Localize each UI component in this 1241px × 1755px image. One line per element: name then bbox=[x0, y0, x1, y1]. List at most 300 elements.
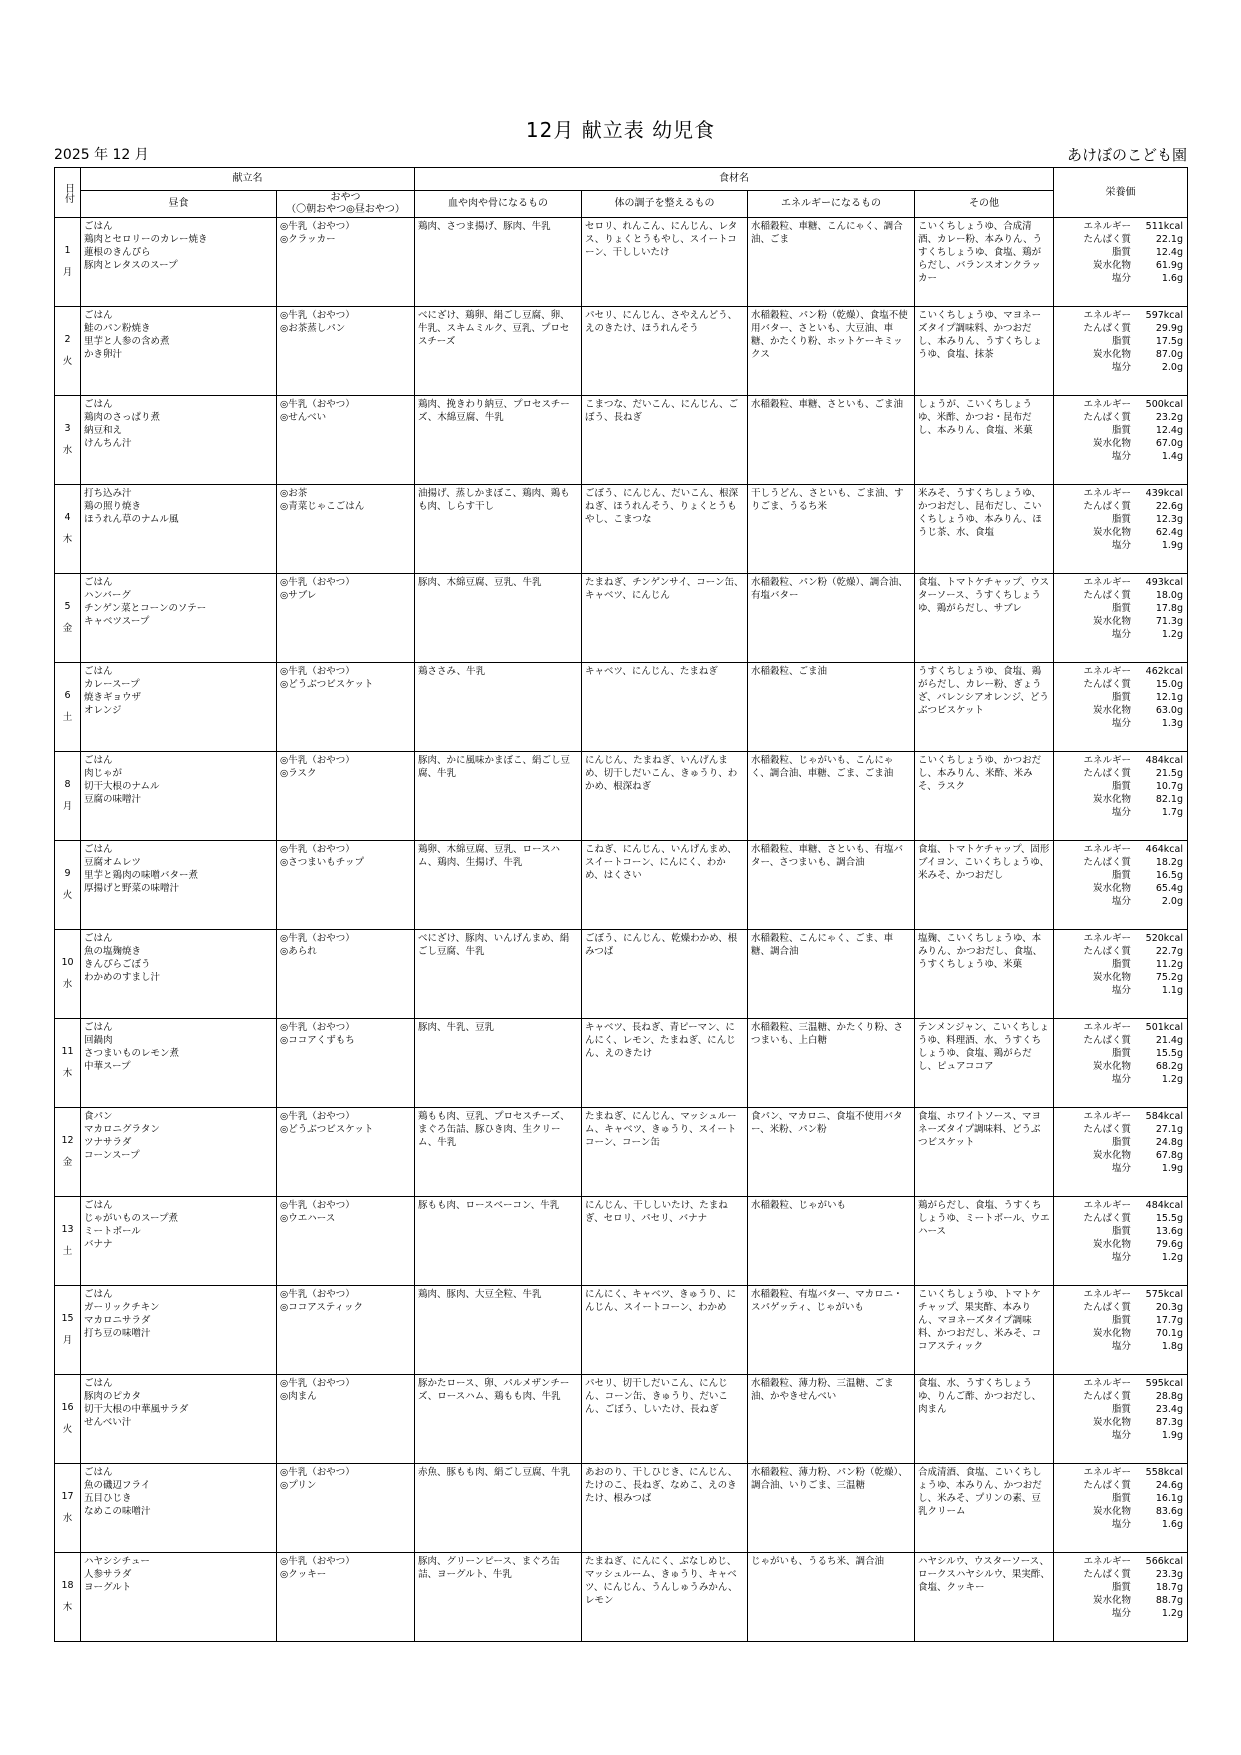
nutrition-label: エネルギー bbox=[1083, 310, 1131, 321]
day-row bbox=[55, 485, 1188, 574]
other-ingredients-cell: 米みそ、うすくちしょうゆ、かつおだし、昆布だし、こいくちしょうゆ、本みりん、ほうじ茶、水、食塩 bbox=[915, 485, 1054, 574]
snack-item: ◎牛乳（おやつ） bbox=[280, 1022, 355, 1033]
date-cell bbox=[55, 574, 81, 663]
other-ingredients-cell: うすくちしょうゆ、食塩、鶏がらだし、カレー粉、ぎょうざ、バレンシアオレンジ、どうぶつビスケット bbox=[915, 663, 1054, 752]
day-of-week: 木 bbox=[62, 534, 73, 545]
menu-body bbox=[55, 218, 1188, 1642]
nutrition-label: 塩分 bbox=[1111, 718, 1131, 729]
nutrition-label: エネルギー bbox=[1083, 666, 1131, 677]
nutrition-row bbox=[1056, 1162, 1183, 1175]
day-of-week: 木 bbox=[62, 1602, 73, 1613]
nutrition-row bbox=[1056, 1505, 1183, 1518]
nutrition-row bbox=[1056, 576, 1183, 589]
day-of-week: 土 bbox=[62, 712, 73, 723]
day-row bbox=[55, 1286, 1188, 1375]
nutrition-value: 18.0g bbox=[1155, 590, 1183, 601]
energy-ingredients-cell: 水稲穀粒、パン粉（乾燥）、調合油、有塩バター bbox=[748, 574, 915, 663]
nutrition-value: 82.1g bbox=[1155, 794, 1183, 805]
date-cell bbox=[55, 1553, 81, 1642]
day-row bbox=[55, 1375, 1188, 1464]
nutrition-row bbox=[1056, 1340, 1183, 1353]
lunch-dish: 納豆和え bbox=[84, 425, 123, 436]
nutrition-row bbox=[1056, 1199, 1183, 1212]
nutrition-value: 68.2g bbox=[1155, 1061, 1183, 1072]
snack-item: ◎どうぶつビスケット bbox=[280, 1124, 374, 1135]
snack-item: ◎あられ bbox=[280, 946, 317, 957]
nutrition-label: エネルギー bbox=[1083, 844, 1131, 855]
nutrition-cell bbox=[1054, 307, 1188, 396]
snack-item: ◎ラスク bbox=[280, 768, 317, 779]
blood-ingredients-cell: 豚肉、牛乳、豆乳 bbox=[415, 1019, 582, 1108]
nutrition-row bbox=[1056, 513, 1183, 526]
nutrition-value: 70.1g bbox=[1155, 1328, 1183, 1339]
nutrition-row bbox=[1056, 1377, 1183, 1390]
snack-cell bbox=[277, 1197, 415, 1286]
lunch-dish: ハンバーグ bbox=[84, 590, 131, 601]
nutrition-row bbox=[1056, 1390, 1183, 1403]
nutrition-row bbox=[1056, 856, 1183, 869]
day-number: 10 bbox=[61, 957, 74, 968]
lunch-dish: なめこの味噌汁 bbox=[84, 1506, 151, 1517]
day-row bbox=[55, 752, 1188, 841]
snack-item: ◎どうぶつビスケット bbox=[280, 679, 374, 690]
nutrition-value: 12.4g bbox=[1155, 425, 1183, 436]
lunch-dish: 里芋と人参の含め煮 bbox=[84, 336, 170, 347]
year-month: 2025 年 12 月 bbox=[54, 147, 149, 163]
lunch-dish: マカロニサラダ bbox=[84, 1315, 151, 1326]
snack-cell bbox=[277, 1375, 415, 1464]
nutrition-value: 23.3g bbox=[1155, 1569, 1183, 1580]
blood-ingredients-cell: 豚かたロース、卵、パルメザンチーズ、ロースハム、鶏もも肉、牛乳 bbox=[415, 1375, 582, 1464]
lunch-dish: 厚揚げと野菜の味噌汁 bbox=[84, 883, 180, 894]
day-of-week: 月 bbox=[62, 1335, 73, 1346]
nutrition-value: 464kcal bbox=[1145, 844, 1183, 855]
blood-ingredients-cell: べにざけ、鶏卵、絹ごし豆腐、卵、牛乳、スキムミルク、豆乳、プロセスチーズ bbox=[415, 307, 582, 396]
nutrition-row bbox=[1056, 1123, 1183, 1136]
nutrition-value: 1.4g bbox=[1161, 451, 1183, 462]
day-of-week: 金 bbox=[62, 623, 73, 634]
nutrition-value: 28.8g bbox=[1155, 1391, 1183, 1402]
snack-item: ◎プリン bbox=[280, 1480, 317, 1491]
nutrition-label: 塩分 bbox=[1111, 1163, 1131, 1174]
other-ingredients-cell: こいくちしょうゆ、かつおだし、本みりん、米酢、米みそ、ラスク bbox=[915, 752, 1054, 841]
nutrition-row bbox=[1056, 754, 1183, 767]
nutrition-label: 炭水化物 bbox=[1092, 349, 1131, 360]
nutrition-value: 439kcal bbox=[1145, 488, 1183, 499]
energy-ingredients-cell: じゃがいも、うるち米、調合油 bbox=[748, 1553, 915, 1642]
date-cell bbox=[55, 1375, 81, 1464]
nutrition-value: 462kcal bbox=[1145, 666, 1183, 677]
energy-ingredients-cell: 水稲穀粒、車糖、こんにゃく、調合油、ごま bbox=[748, 218, 915, 307]
nutrition-value: 63.0g bbox=[1155, 705, 1183, 716]
lunch-dish: ごはん bbox=[84, 933, 113, 944]
snack-cell bbox=[277, 1286, 415, 1375]
lunch-dish: 中華スープ bbox=[84, 1061, 131, 1072]
blood-ingredients-cell: 鶏ささみ、牛乳 bbox=[415, 663, 582, 752]
nutrition-cell bbox=[1054, 1108, 1188, 1197]
nutrition-row bbox=[1056, 1568, 1183, 1581]
nutrition-row bbox=[1056, 1149, 1183, 1162]
nutrition-value: 67.8g bbox=[1155, 1150, 1183, 1161]
energy-ingredients-cell: 水稲穀粒、車糖、さといも、有塩バター、さつまいも、調合油 bbox=[748, 841, 915, 930]
nutrition-value: 1.7g bbox=[1161, 807, 1183, 818]
lunch-dish: チンゲン菜とコーンのソテー bbox=[84, 603, 207, 614]
nutrition-row bbox=[1056, 437, 1183, 450]
lunch-dish: ごはん bbox=[84, 1378, 113, 1389]
nutrition-label: たんぱく質 bbox=[1083, 1213, 1131, 1224]
nutrition-value: 520kcal bbox=[1145, 933, 1183, 944]
nutrition-value: 65.4g bbox=[1155, 883, 1183, 894]
nutrition-cell bbox=[1054, 1197, 1188, 1286]
snack-item: ◎青菜じゃこごはん bbox=[280, 501, 365, 512]
nutrition-value: 501kcal bbox=[1145, 1022, 1183, 1033]
nutrition-label: エネルギー bbox=[1083, 221, 1131, 232]
energy-ingredients-cell: 水稲穀粒、じゃがいも bbox=[748, 1197, 915, 1286]
other-ingredients-cell: 食塩、ホワイトソース、マヨネーズタイプ調味料、どうぶつビスケット bbox=[915, 1108, 1054, 1197]
nutrition-label: 脂質 bbox=[1111, 1493, 1131, 1504]
nutrition-row bbox=[1056, 843, 1183, 856]
nutrition-value: 1.9g bbox=[1161, 540, 1183, 551]
body-ingredients-cell: パセリ、切干しだいこん、にんじん、コーン缶、きゅうり、だいこん、ごぼう、しいたけ、長ねぎ bbox=[582, 1375, 748, 1464]
body-ingredients-cell: たまねぎ、にんじん、マッシュルーム、キャベツ、きゅうり、スイートコーン、コーン缶 bbox=[582, 1108, 748, 1197]
lunch-dish: ほうれん草のナムル風 bbox=[84, 514, 179, 525]
nutrition-value: 71.3g bbox=[1155, 616, 1183, 627]
nutrition-row bbox=[1056, 526, 1183, 539]
nutrition-value: 1.8g bbox=[1161, 1341, 1183, 1352]
nutrition-value: 15.5g bbox=[1155, 1213, 1183, 1224]
day-row bbox=[55, 663, 1188, 752]
nutrition-row bbox=[1056, 1136, 1183, 1149]
lunch-dish: じゃがいものスープ煮 bbox=[84, 1213, 179, 1224]
nutrition-label: 塩分 bbox=[1111, 1341, 1131, 1352]
snack-cell bbox=[277, 1553, 415, 1642]
nutrition-label: たんぱく質 bbox=[1083, 679, 1131, 690]
nutrition-label: 塩分 bbox=[1111, 273, 1131, 284]
blood-ingredients-cell: 豚もも肉、ロースベーコン、牛乳 bbox=[415, 1197, 582, 1286]
nutrition-row bbox=[1056, 1060, 1183, 1073]
nutrition-value: 511kcal bbox=[1145, 221, 1183, 232]
lunch-dish: ハヤシシチュー bbox=[84, 1556, 150, 1567]
nutrition-label: たんぱく質 bbox=[1083, 857, 1131, 868]
nutrition-cell bbox=[1054, 930, 1188, 1019]
date-cell bbox=[55, 307, 81, 396]
nutrition-row bbox=[1056, 945, 1183, 958]
nutrition-label: エネルギー bbox=[1083, 1467, 1131, 1478]
day-row bbox=[55, 574, 1188, 663]
nutrition-row bbox=[1056, 1479, 1183, 1492]
date-cell bbox=[55, 1019, 81, 1108]
nutrition-value: 20.3g bbox=[1155, 1302, 1183, 1313]
lunch-cell bbox=[81, 1553, 277, 1642]
nutrition-value: 21.4g bbox=[1155, 1035, 1183, 1046]
nutrition-row bbox=[1056, 335, 1183, 348]
nutrition-label: たんぱく質 bbox=[1083, 1569, 1131, 1580]
nutrition-value: 2.0g bbox=[1161, 362, 1183, 373]
nutrition-cell bbox=[1054, 1553, 1188, 1642]
lunch-dish: 魚の塩麹焼き bbox=[84, 946, 142, 957]
snack-item: ◎ココアスティック bbox=[280, 1302, 363, 1313]
snack-item: ◎さつまいもチップ bbox=[280, 857, 365, 868]
snack-item: ◎牛乳（おやつ） bbox=[280, 399, 355, 410]
nutrition-label: 炭水化物 bbox=[1092, 1506, 1131, 1517]
nutrition-row bbox=[1056, 665, 1183, 678]
nutrition-row bbox=[1056, 539, 1183, 552]
nutrition-label: たんぱく質 bbox=[1083, 1391, 1131, 1402]
lunch-dish: 切干大根の中華風サラダ bbox=[84, 1404, 189, 1415]
nutrition-label: 脂質 bbox=[1111, 1404, 1131, 1415]
nutrition-value: 79.6g bbox=[1155, 1239, 1183, 1250]
snack-cell bbox=[277, 1019, 415, 1108]
nutrition-label: エネルギー bbox=[1083, 933, 1131, 944]
menu-table bbox=[54, 167, 1188, 1642]
nutrition-value: 1.2g bbox=[1161, 629, 1183, 640]
lunch-dish: ごはん bbox=[84, 1022, 113, 1033]
day-row bbox=[55, 307, 1188, 396]
lunch-cell bbox=[81, 930, 277, 1019]
nutrition-label: 炭水化物 bbox=[1092, 1150, 1131, 1161]
nutrition-label: エネルギー bbox=[1083, 1378, 1131, 1389]
day-row bbox=[55, 218, 1188, 307]
energy-ingredients-cell: 干しうどん、さといも、ごま油、すりごま、うるち米 bbox=[748, 485, 915, 574]
snack-cell bbox=[277, 663, 415, 752]
header-body: 体の調子を整えるもの bbox=[582, 191, 748, 218]
lunch-dish: ごはん bbox=[84, 399, 113, 410]
nutrition-label: エネルギー bbox=[1083, 1289, 1131, 1300]
energy-ingredients-cell: 水稲穀粒、有塩バター、マカロニ・スパゲッティ、じゃがいも bbox=[748, 1286, 915, 1375]
snack-item: ◎お茶 bbox=[280, 488, 308, 499]
day-row bbox=[55, 1464, 1188, 1553]
snack-item: ◎クラッカー bbox=[280, 234, 336, 245]
lunch-dish: 食パン bbox=[84, 1111, 113, 1122]
day-of-week: 木 bbox=[62, 1068, 73, 1079]
snack-cell bbox=[277, 1108, 415, 1197]
nutrition-label: たんぱく質 bbox=[1083, 412, 1131, 423]
day-number: 5 bbox=[64, 601, 71, 612]
nutrition-row bbox=[1056, 704, 1183, 717]
lunch-dish: ごはん bbox=[84, 844, 113, 855]
day-number: 3 bbox=[64, 423, 71, 434]
date-cell bbox=[55, 1286, 81, 1375]
nutrition-label: 塩分 bbox=[1111, 629, 1131, 640]
lunch-dish: ごはん bbox=[84, 666, 113, 677]
snack-cell bbox=[277, 1464, 415, 1553]
nutrition-value: 484kcal bbox=[1145, 755, 1183, 766]
nutrition-value: 2.0g bbox=[1161, 896, 1183, 907]
other-ingredients-cell: こいくちしょうゆ、合成清酒、カレー粉、本みりん、うすくちしょうゆ、食塩、鶏がらだし、バランスオンクラッカー bbox=[915, 218, 1054, 307]
nutrition-label: 塩分 bbox=[1111, 1608, 1131, 1619]
lunch-dish: 人参サラダ bbox=[84, 1569, 132, 1580]
nutrition-row bbox=[1056, 1403, 1183, 1416]
nutrition-label: エネルギー bbox=[1083, 399, 1131, 410]
nutrition-label: 脂質 bbox=[1111, 1582, 1131, 1593]
lunch-dish: ガーリックチキン bbox=[84, 1302, 160, 1313]
snack-item: ◎牛乳（おやつ） bbox=[280, 310, 355, 321]
nutrition-label: 脂質 bbox=[1111, 425, 1131, 436]
day-of-week: 月 bbox=[62, 267, 73, 278]
nutrition-value: 17.7g bbox=[1155, 1315, 1183, 1326]
day-of-week: 火 bbox=[62, 890, 73, 901]
other-ingredients-cell: 食塩、トマトケチャップ、固形ブイヨン、こいくちしょうゆ、米みそ、かつおだし bbox=[915, 841, 1054, 930]
snack-cell bbox=[277, 574, 415, 663]
nutrition-value: 18.7g bbox=[1155, 1582, 1183, 1593]
nutrition-label: 塩分 bbox=[1111, 540, 1131, 551]
snack-item: ◎肉まん bbox=[280, 1391, 317, 1402]
nutrition-value: 62.4g bbox=[1155, 527, 1183, 538]
nutrition-value: 15.5g bbox=[1155, 1048, 1183, 1059]
lunch-dish: わかめのすまし汁 bbox=[84, 972, 161, 983]
lunch-dish: ミートボール bbox=[84, 1226, 141, 1237]
lunch-dish: 豚肉とレタスのスープ bbox=[84, 260, 178, 271]
nutrition-value: 22.1g bbox=[1155, 234, 1183, 245]
lunch-cell bbox=[81, 1019, 277, 1108]
nutrition-value: 18.2g bbox=[1155, 857, 1183, 868]
nutrition-value: 575kcal bbox=[1145, 1289, 1183, 1300]
nutrition-label: 塩分 bbox=[1111, 451, 1131, 462]
nutrition-label: 脂質 bbox=[1111, 603, 1131, 614]
nutrition-value: 10.7g bbox=[1155, 781, 1183, 792]
body-ingredients-cell: キャベツ、長ねぎ、青ピーマン、にんにく、レモン、たまねぎ、にんじん、えのきたけ bbox=[582, 1019, 748, 1108]
nutrition-label: 脂質 bbox=[1111, 247, 1131, 258]
nutrition-row bbox=[1056, 1021, 1183, 1034]
nutrition-row bbox=[1056, 628, 1183, 641]
lunch-dish: キャベツスープ bbox=[84, 616, 150, 627]
body-ingredients-cell: パセリ、にんじん、さやえんどう、えのきたけ、ほうれんそう bbox=[582, 307, 748, 396]
snack-item: ◎お茶蒸しパン bbox=[280, 323, 346, 334]
nutrition-value: 75.2g bbox=[1155, 972, 1183, 983]
day-number: 18 bbox=[61, 1580, 74, 1591]
nutrition-row bbox=[1056, 984, 1183, 997]
nutrition-row bbox=[1056, 1212, 1183, 1225]
lunch-dish: 鮭のパン粉焼き bbox=[84, 323, 151, 334]
nutrition-value: 17.8g bbox=[1155, 603, 1183, 614]
lunch-dish: ごはん bbox=[84, 1467, 113, 1478]
nutrition-row bbox=[1056, 1301, 1183, 1314]
snack-item: ◎ココアくずもち bbox=[280, 1035, 355, 1046]
nutrition-value: 83.6g bbox=[1155, 1506, 1183, 1517]
snack-item: ◎牛乳（おやつ） bbox=[280, 1467, 355, 1478]
date-cell bbox=[55, 1464, 81, 1553]
blood-ingredients-cell: 鶏もも肉、豆乳、プロセスチーズ、まぐろ缶詰、豚ひき肉、生クリーム、牛乳 bbox=[415, 1108, 582, 1197]
day-row bbox=[55, 1197, 1188, 1286]
day-number: 15 bbox=[61, 1313, 74, 1324]
header-energy: エネルギーになるもの bbox=[748, 191, 915, 218]
lunch-dish: カレースープ bbox=[84, 679, 140, 690]
nutrition-label: 炭水化物 bbox=[1092, 972, 1131, 983]
nutrition-cell bbox=[1054, 752, 1188, 841]
header-snack: おやつ （〇朝おやつ◎昼おやつ） bbox=[277, 191, 415, 218]
body-ingredients-cell: あおのり、干しひじき、にんじん、たけのこ、長ねぎ、なめこ、えのきたけ、根みつば bbox=[582, 1464, 748, 1553]
nutrition-row bbox=[1056, 767, 1183, 780]
snack-item: ◎サブレ bbox=[280, 590, 317, 601]
header-ingredients: 食材名 bbox=[415, 168, 1054, 191]
other-ingredients-cell: ハヤシルウ、ウスターソース、ロークスハヤシルウ、果実酢、食塩、クッキー bbox=[915, 1553, 1054, 1642]
other-ingredients-cell: 塩麹、こいくちしょうゆ、本みりん、かつおだし、食塩、うすくちしょうゆ、米菓 bbox=[915, 930, 1054, 1019]
blood-ingredients-cell: べにざけ、豚肉、いんげんまめ、絹ごし豆腐、牛乳 bbox=[415, 930, 582, 1019]
nutrition-cell bbox=[1054, 1286, 1188, 1375]
nutrition-value: 12.1g bbox=[1155, 692, 1183, 703]
day-row bbox=[55, 1108, 1188, 1197]
lunch-dish: さつまいものレモン煮 bbox=[84, 1048, 180, 1059]
school-name: あけぼのこども園 bbox=[1066, 146, 1187, 164]
nutrition-label: たんぱく質 bbox=[1083, 1035, 1131, 1046]
nutrition-row bbox=[1056, 882, 1183, 895]
nutrition-value: 1.9g bbox=[1161, 1163, 1183, 1174]
header-nutrition: 栄養価 bbox=[1054, 168, 1188, 218]
nutrition-row bbox=[1056, 602, 1183, 615]
lunch-dish: 鶏の照り焼き bbox=[84, 501, 142, 512]
lunch-dish: きんぴらごぼう bbox=[84, 959, 151, 970]
snack-item: ◎せんべい bbox=[280, 412, 327, 423]
blood-ingredients-cell: 鶏卵、木綿豆腐、豆乳、ロースハム、鶏肉、生揚げ、牛乳 bbox=[415, 841, 582, 930]
date-cell bbox=[55, 930, 81, 1019]
nutrition-row bbox=[1056, 411, 1183, 424]
nutrition-row bbox=[1056, 1416, 1183, 1429]
nutrition-row bbox=[1056, 869, 1183, 882]
snack-item: ◎牛乳（おやつ） bbox=[280, 1111, 355, 1122]
date-cell bbox=[55, 841, 81, 930]
nutrition-row bbox=[1056, 678, 1183, 691]
nutrition-label: 脂質 bbox=[1111, 959, 1131, 970]
day-number: 9 bbox=[64, 868, 71, 879]
day-of-week: 水 bbox=[62, 445, 73, 456]
nutrition-value: 1.1g bbox=[1161, 985, 1183, 996]
lunch-dish: 豆腐オムレツ bbox=[84, 857, 142, 868]
nutrition-row bbox=[1056, 246, 1183, 259]
body-ingredients-cell: こねぎ、にんじん、いんげんまめ、スイートコーン、にんにく、わかめ、はくさい bbox=[582, 841, 748, 930]
nutrition-label: 脂質 bbox=[1111, 1137, 1131, 1148]
lunch-dish: 五目ひじき bbox=[84, 1493, 132, 1504]
nutrition-label: エネルギー bbox=[1083, 1022, 1131, 1033]
body-ingredients-cell: たまねぎ、にんにく、ぶなしめじ、マッシュルーム、きゅうり、キャベツ、にんじん、うんしゅうみかん、レモン bbox=[582, 1553, 748, 1642]
date-cell bbox=[55, 663, 81, 752]
nutrition-row bbox=[1056, 1607, 1183, 1620]
nutrition-row bbox=[1056, 1034, 1183, 1047]
nutrition-row bbox=[1056, 1288, 1183, 1301]
nutrition-label: 炭水化物 bbox=[1092, 794, 1131, 805]
nutrition-label: 塩分 bbox=[1111, 1519, 1131, 1530]
nutrition-label: たんぱく質 bbox=[1083, 1302, 1131, 1313]
nutrition-row bbox=[1056, 958, 1183, 971]
nutrition-row bbox=[1056, 1314, 1183, 1327]
lunch-dish: かき卵汁 bbox=[84, 349, 123, 360]
day-row bbox=[55, 841, 1188, 930]
lunch-dish: 鶏肉とセロリーのカレー焼き bbox=[84, 234, 208, 245]
other-ingredients-cell: しょうが、こいくちしょうゆ、米酢、かつお・昆布だし、本みりん、食塩、米菓 bbox=[915, 396, 1054, 485]
snack-item: ◎牛乳（おやつ） bbox=[280, 933, 355, 944]
nutrition-value: 13.6g bbox=[1155, 1226, 1183, 1237]
date-cell bbox=[55, 1197, 81, 1286]
snack-item: ◎牛乳（おやつ） bbox=[280, 1200, 355, 1211]
nutrition-row bbox=[1056, 272, 1183, 285]
lunch-dish: ヨーグルト bbox=[84, 1582, 132, 1593]
header-lunch: 昼食 bbox=[81, 191, 277, 218]
nutrition-row bbox=[1056, 691, 1183, 704]
date-cell bbox=[55, 752, 81, 841]
nutrition-row bbox=[1056, 220, 1183, 233]
blood-ingredients-cell: 鶏肉、さつま揚げ、豚肉、牛乳 bbox=[415, 218, 582, 307]
header-date: 日付 bbox=[55, 168, 81, 218]
snack-item: ◎ウエハース bbox=[280, 1213, 336, 1224]
nutrition-label: 塩分 bbox=[1111, 1430, 1131, 1441]
nutrition-row bbox=[1056, 424, 1183, 437]
day-number: 8 bbox=[64, 779, 71, 790]
blood-ingredients-cell: 赤魚、豚もも肉、絹ごし豆腐、牛乳 bbox=[415, 1464, 582, 1553]
nutrition-value: 27.1g bbox=[1155, 1124, 1183, 1135]
nutrition-value: 24.6g bbox=[1155, 1480, 1183, 1491]
nutrition-label: 塩分 bbox=[1111, 1074, 1131, 1085]
snack-cell bbox=[277, 396, 415, 485]
energy-ingredients-cell: 水稲穀粒、ごま油 bbox=[748, 663, 915, 752]
